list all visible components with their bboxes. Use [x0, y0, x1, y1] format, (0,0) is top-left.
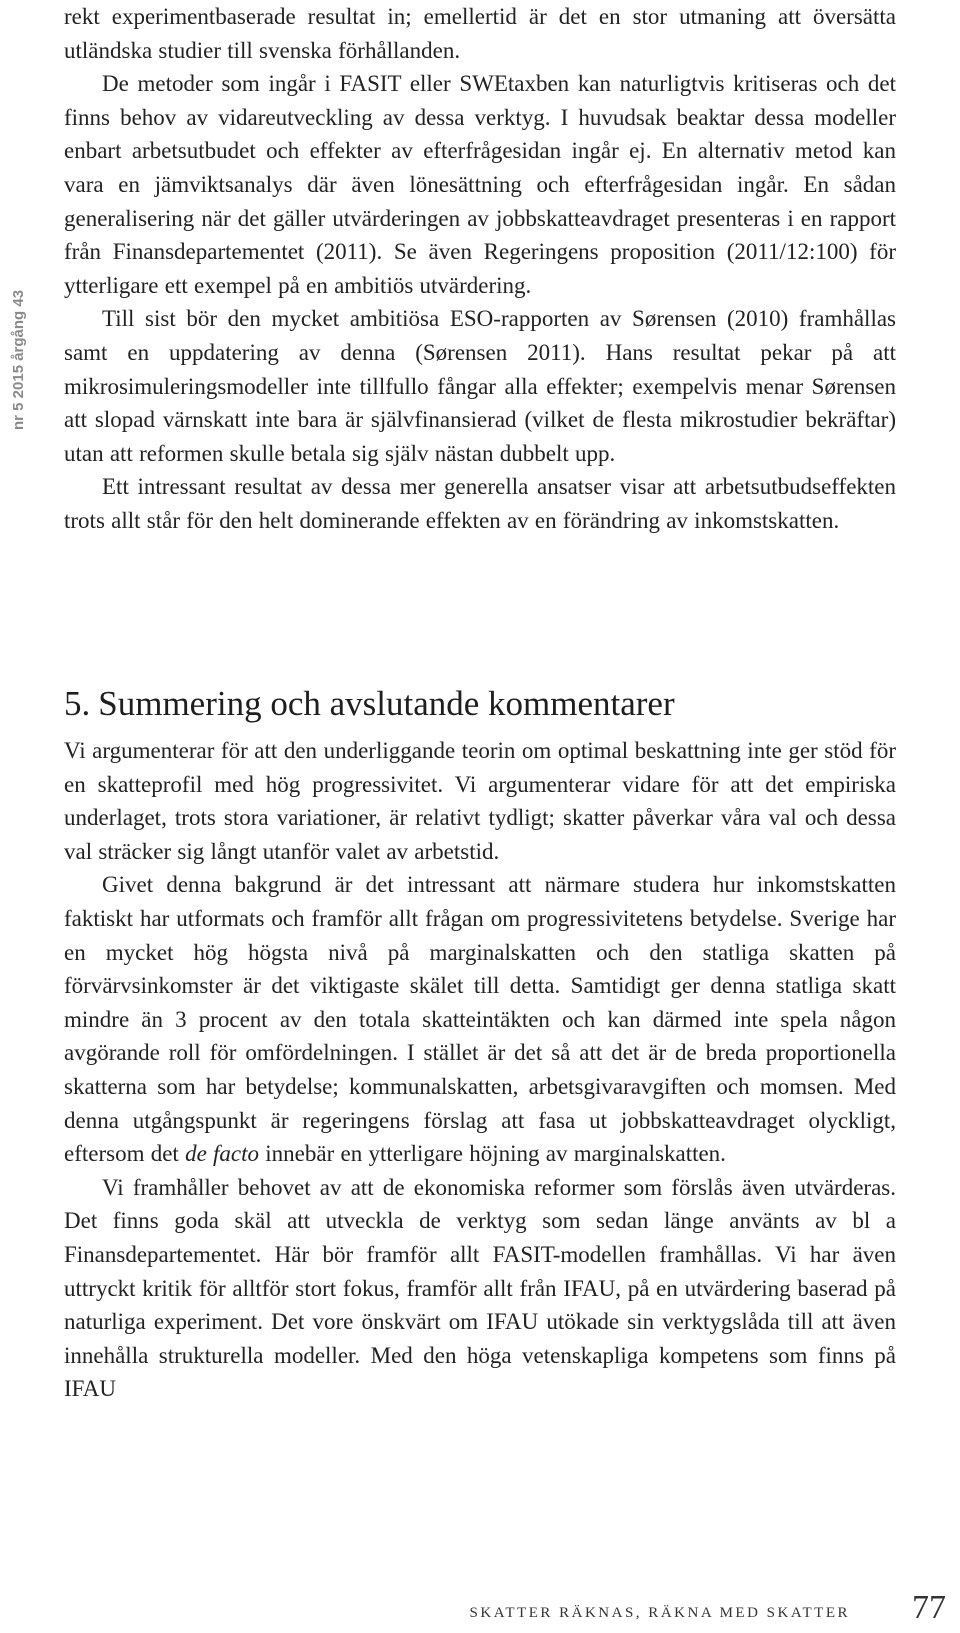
paragraph: Ett intressant resultat av dessa mer generella ansatser visar att arbetsutbudseffekten trots allt står för den helt dominerande effekten av en förändring av inkomstskatten.: [64, 474, 896, 533]
paragraph: [64, 868, 896, 1170]
section-number: 5.: [64, 684, 91, 723]
section-title: Summering och avslutande kommentarer: [98, 684, 675, 723]
page-footer: [0, 1583, 960, 1633]
running-title: SKATTER RÄKNAS, RÄKNA MED SKATTER: [469, 1605, 850, 1621]
paragraph: Vi argumenterar för att den underliggande teorin om optimal beskattning inte ger stöd för en skatteprofil med hög progressivitet. Vi argumenterar vidare för att det empiriska underlaget, trots stora variationer, är relativt tydligt; skatter påverkar våra val och dessa val sträcker sig långt utanför valet av arbetstid.: [64, 738, 896, 864]
paragraph-text-tail: innebär en ytterligare höjning av marginalskatten.: [259, 1141, 726, 1167]
section-heading: [64, 682, 896, 726]
paragraph-text: Givet denna bakgrund är det intressant att närmare studera hur inkomstskatten faktiskt har utformats och framför allt frågan om progressivitetens betydelse. Sverige har en mycket hög högsta nivå på marginalskatten och den statliga skatten på förvärvsinkomster är det viktigaste skälet till detta. Samtidigt ger denna statliga skatt mindre än 3 procent av den totala skatteintäkten och kan därmed inte spela någon avgörande roll för omfördelningen. I stället är det så att det är de breda proportionella skatterna som har betydelse; kommunalskatten, arbetsgivaravgiften och momsen. Med denna utgångspunkt är regeringens förslag att fasa ut jobbskatteavdraget olyckligt, eftersom det: [64, 872, 896, 1167]
paragraph: rekt experimentbaserade resultat in; emellertid är det en stor utmaning att översätta utländska studier till svenska förhållanden.: [64, 4, 896, 63]
top-text-block: [64, 0, 896, 538]
italic-phrase: de facto: [185, 1141, 260, 1167]
journal-issue-label: nr 5 2015 årgång 43: [10, 289, 27, 431]
paragraph: Till sist bör den mycket ambitiösa ESO-rapporten av Sørensen (2010) framhållas samt en uppdatering av denna (Sørensen 2011). Hans resultat pekar på att mikrosimuleringsmodeller inte tillfullo fångar alla effekter; exempelvis menar Sørensen att slopad värnskatt inte bara är självfinansierad (vilket de flesta mikrostudier bekräftar) utan att reformen skulle betala sig själv nästan dubbelt upp.: [64, 306, 896, 466]
page-number: 77: [912, 1589, 946, 1626]
paragraph: De metoder som ingår i FASIT eller SWEtaxben kan naturligtvis kritiseras och det finns behov av vidareutveckling av dessa verktyg. I huvudsak beaktar dessa modeller enbart arbetsutbudet och effekter av efterfrågesidan ingår ej. En alternativ metod kan vara en jämviktsanalys där även lönesättning och efterfrågesidan ingår. En sådan generalisering när det gäller utvärderingen av jobbskatteavdraget presenteras i en rapport från Finansdepartementet (2011). Se även Regeringens proposition (2011/12:100) för ytterligare ett exempel på en ambitiös utvärdering.: [64, 71, 896, 298]
section-5: [64, 682, 896, 1406]
paragraph: Vi framhåller behovet av att de ekonomiska reformer som förslås även utvärderas. Det finns goda skäl att utveckla de verktyg som sedan länge använts av bl a Finansdepartementet. Här bör framför allt FASIT-modellen framhållas. Vi har även uttryckt kritik för alltför stort fokus, framför allt från IFAU, på en utvärdering baserad på naturliga experiment. Det vore önskvärt om IFAU utökade sin verktygslåda till att även innehålla strukturella modeller. Med den höga vetenskapliga kompetens som finns på IFAU: [64, 1174, 896, 1402]
